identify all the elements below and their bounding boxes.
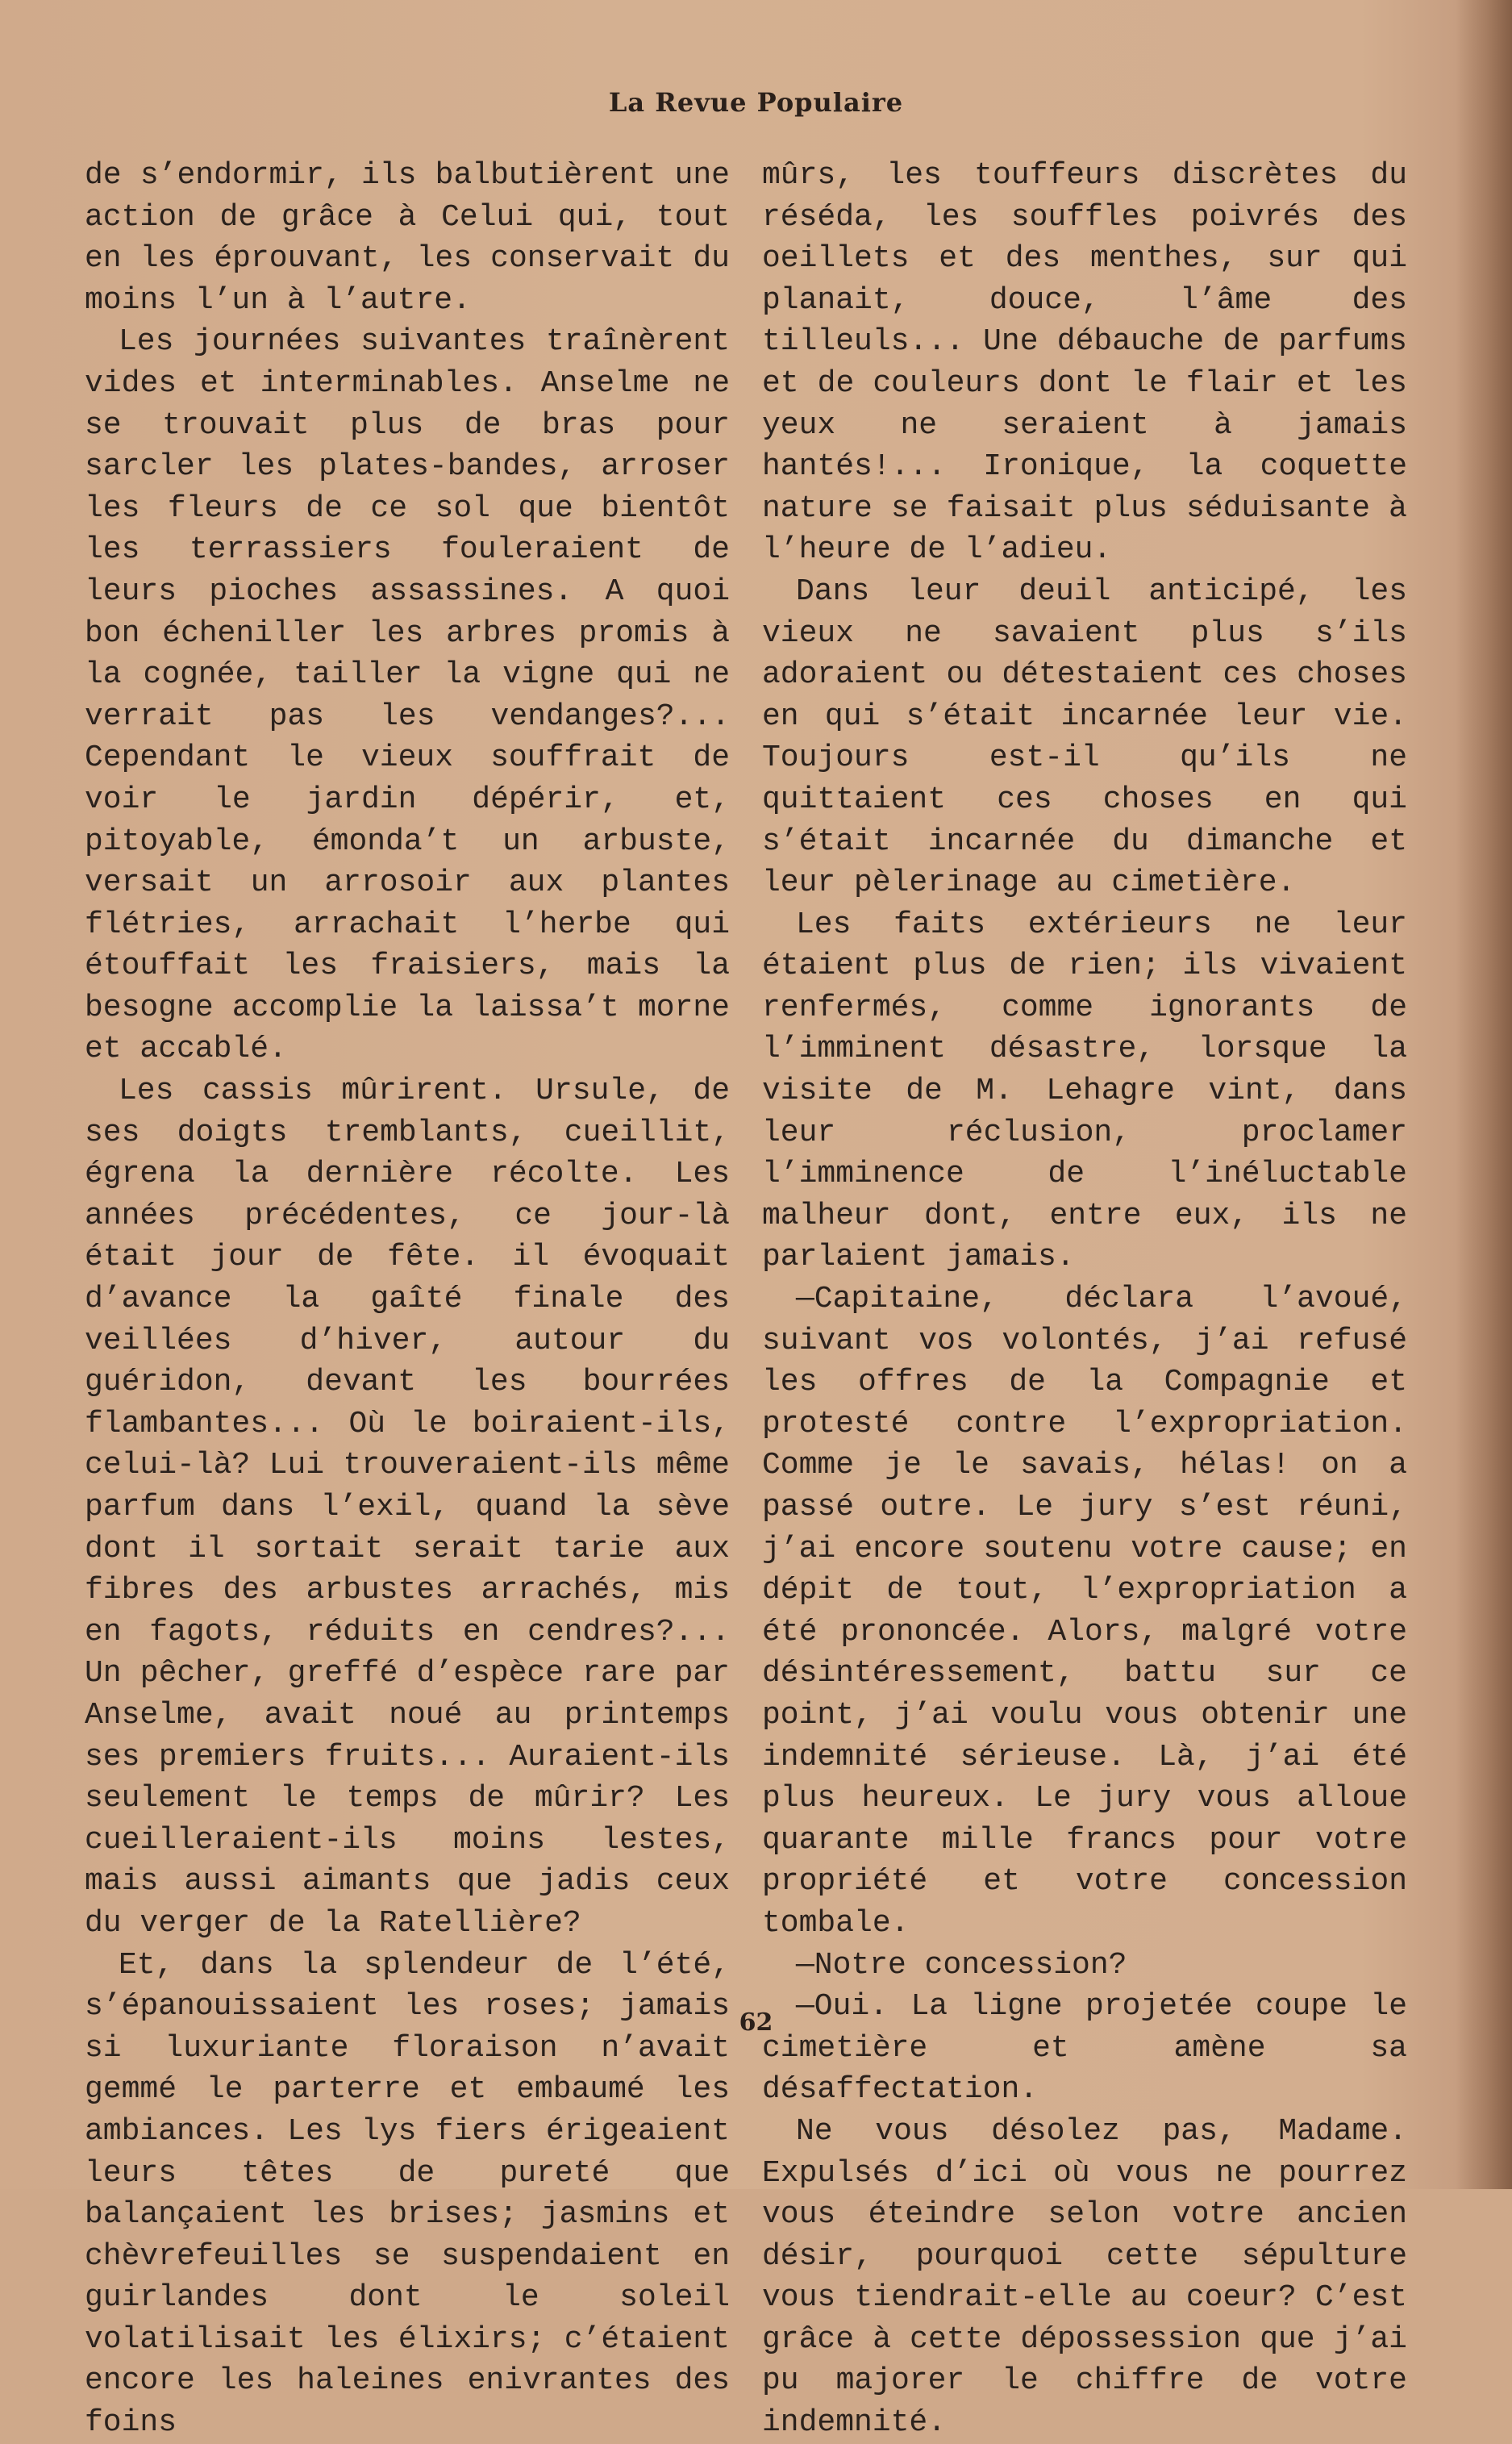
paragraph: mûrs, les touffeurs discrètes du réséda, les souffles poivrés des oeillets et des menthes, sur qui planait, douce, l’âme des tilleuls... Une débauche de parfums et de couleurs dont le flair et les yeux ne seraient à jamais hantés!... Ironique, la coquette nature se faisait plus séduisante à l’heure de l’adieu. (762, 158, 1407, 568)
paragraph: Dans leur deuil anticipé, les vieux ne savaient plus s’ils adoraient ou détestaient ces choses en qui s’était incarnée leur vie. Toujours est-il qu’ils ne quittaient ces choses en qui s’était incarnée du dimanche et leur pèlerinage au cimetière. (762, 573, 1407, 901)
paragraph: —Notre concession? (796, 1947, 1127, 1983)
paragraph: Les faits extérieurs ne leur étaient plus de rien; ils vivaient renfermés, comme ignorants de l’imminent désastre, lorsque la visite de M. Lehagre vint, dans leur réclusion, proclamer l’imminence de l’inéluctable malheur dont, entre eux, ils ne parlaient jamais. (762, 907, 1407, 1275)
binding-shadow (1456, 0, 1512, 2189)
paragraph: —Oui. La ligne projetée coupe le cimetière et amène sa désaffectation. (762, 1989, 1407, 2108)
right-column (762, 155, 1407, 2444)
paragraph: Et, dans la splendeur de l’été, s’épanouissaient les roses; jamais si luxuriante floraison n’avait gemmé le parterre et embaumé les ambiances. Les lys fiers érigeaient leurs têtes de pureté que balançaient les brises; jasmins et chèvrefeuilles se suspendaient en guirlandes dont le soleil volatilisait les élixirs; c’étaient encore les haleines enivrantes des foins (85, 1947, 730, 2441)
page-number: 62 (739, 2008, 773, 2037)
running-header: La Revue Populaire (608, 87, 904, 118)
left-column (85, 155, 730, 2444)
paragraph: de s’endormir, ils balbutièrent une action de grâce à Celui qui, tout en les éprouvant, les conservait du moins l’un à l’autre. (85, 158, 730, 318)
paragraph: Les journées suivantes traînèrent vides et interminables. Anselme ne se trouvait plus de bras pour sarcler les plates-bandes, arroser les fleurs de ce sol que bientôt les terrassiers fouleraient de leurs pioches assassines. A quoi bon écheniller les arbres promis à la cognée, tailler la vigne qui ne verrait pas les vendanges?... Cependant le vieux souffrait de voir le jardin dépérir, et, pitoyable, émonda’t un arbuste, versait un arrosoir aux plantes flétries, arrachait l’herbe qui étouffait les fraisiers, mais la besogne accomplie la laissa’t morne et accablé. (85, 324, 730, 1067)
paragraph: —Capitaine, déclara l’avoué, suivant vos volontés, j’ai refusé les offres de la Compagnie et protesté contre l’expropriation. Comme je le savais, hélas! on a passé outre. Le jury s’est réuni, j’ai encore soutenu votre cause; en dépit de tout, l’expropriation a été prononcée. Alors, malgré votre désintéressement, battu sur ce point, j’ai voulu vous obtenir une indemnité sérieuse. Là, j’ai été plus heureux. Le jury vous alloue quarante mille francs pour votre propriété et votre concession tombale. (762, 1282, 1407, 1941)
paragraph: Ne vous désolez pas, Madame. Expulsés d’ici où vous ne pourrez vous éteindre selon votre ancien désir, pourquoi cette sépulture vous tiendrait-elle au coeur? C’est grâce à cette dépossession que j’ai pu majorer le chiffre de votre indemnité. (762, 2113, 1407, 2441)
paragraph: Les cassis mûrirent. Ursule, de ses doigts tremblants, cueillit, égrena la dernière récolte. Les années précédentes, ce jour-là était jour de fête. il évoquait d’avance la gaîté finale des veillées d’hiver, autour du guéridon, devant les bourrées flambantes... Où le boiraient-ils, celui-là? Lui trouveraient-ils même parfum dans l’exil, quand la sève dont il sortait serait tarie aux fibres des arbustes arrachés, mis en fagots, réduits en cendres?... Un pêcher, greffé d’espèce rare par Anselme, avait noué au printemps ses premiers fruits... Auraient-ils seulement le temps de mûrir? Les cueilleraient-ils moins lestes, mais aussi aimants que jadis ceux du verger de la Ratellière? (85, 1074, 730, 1941)
